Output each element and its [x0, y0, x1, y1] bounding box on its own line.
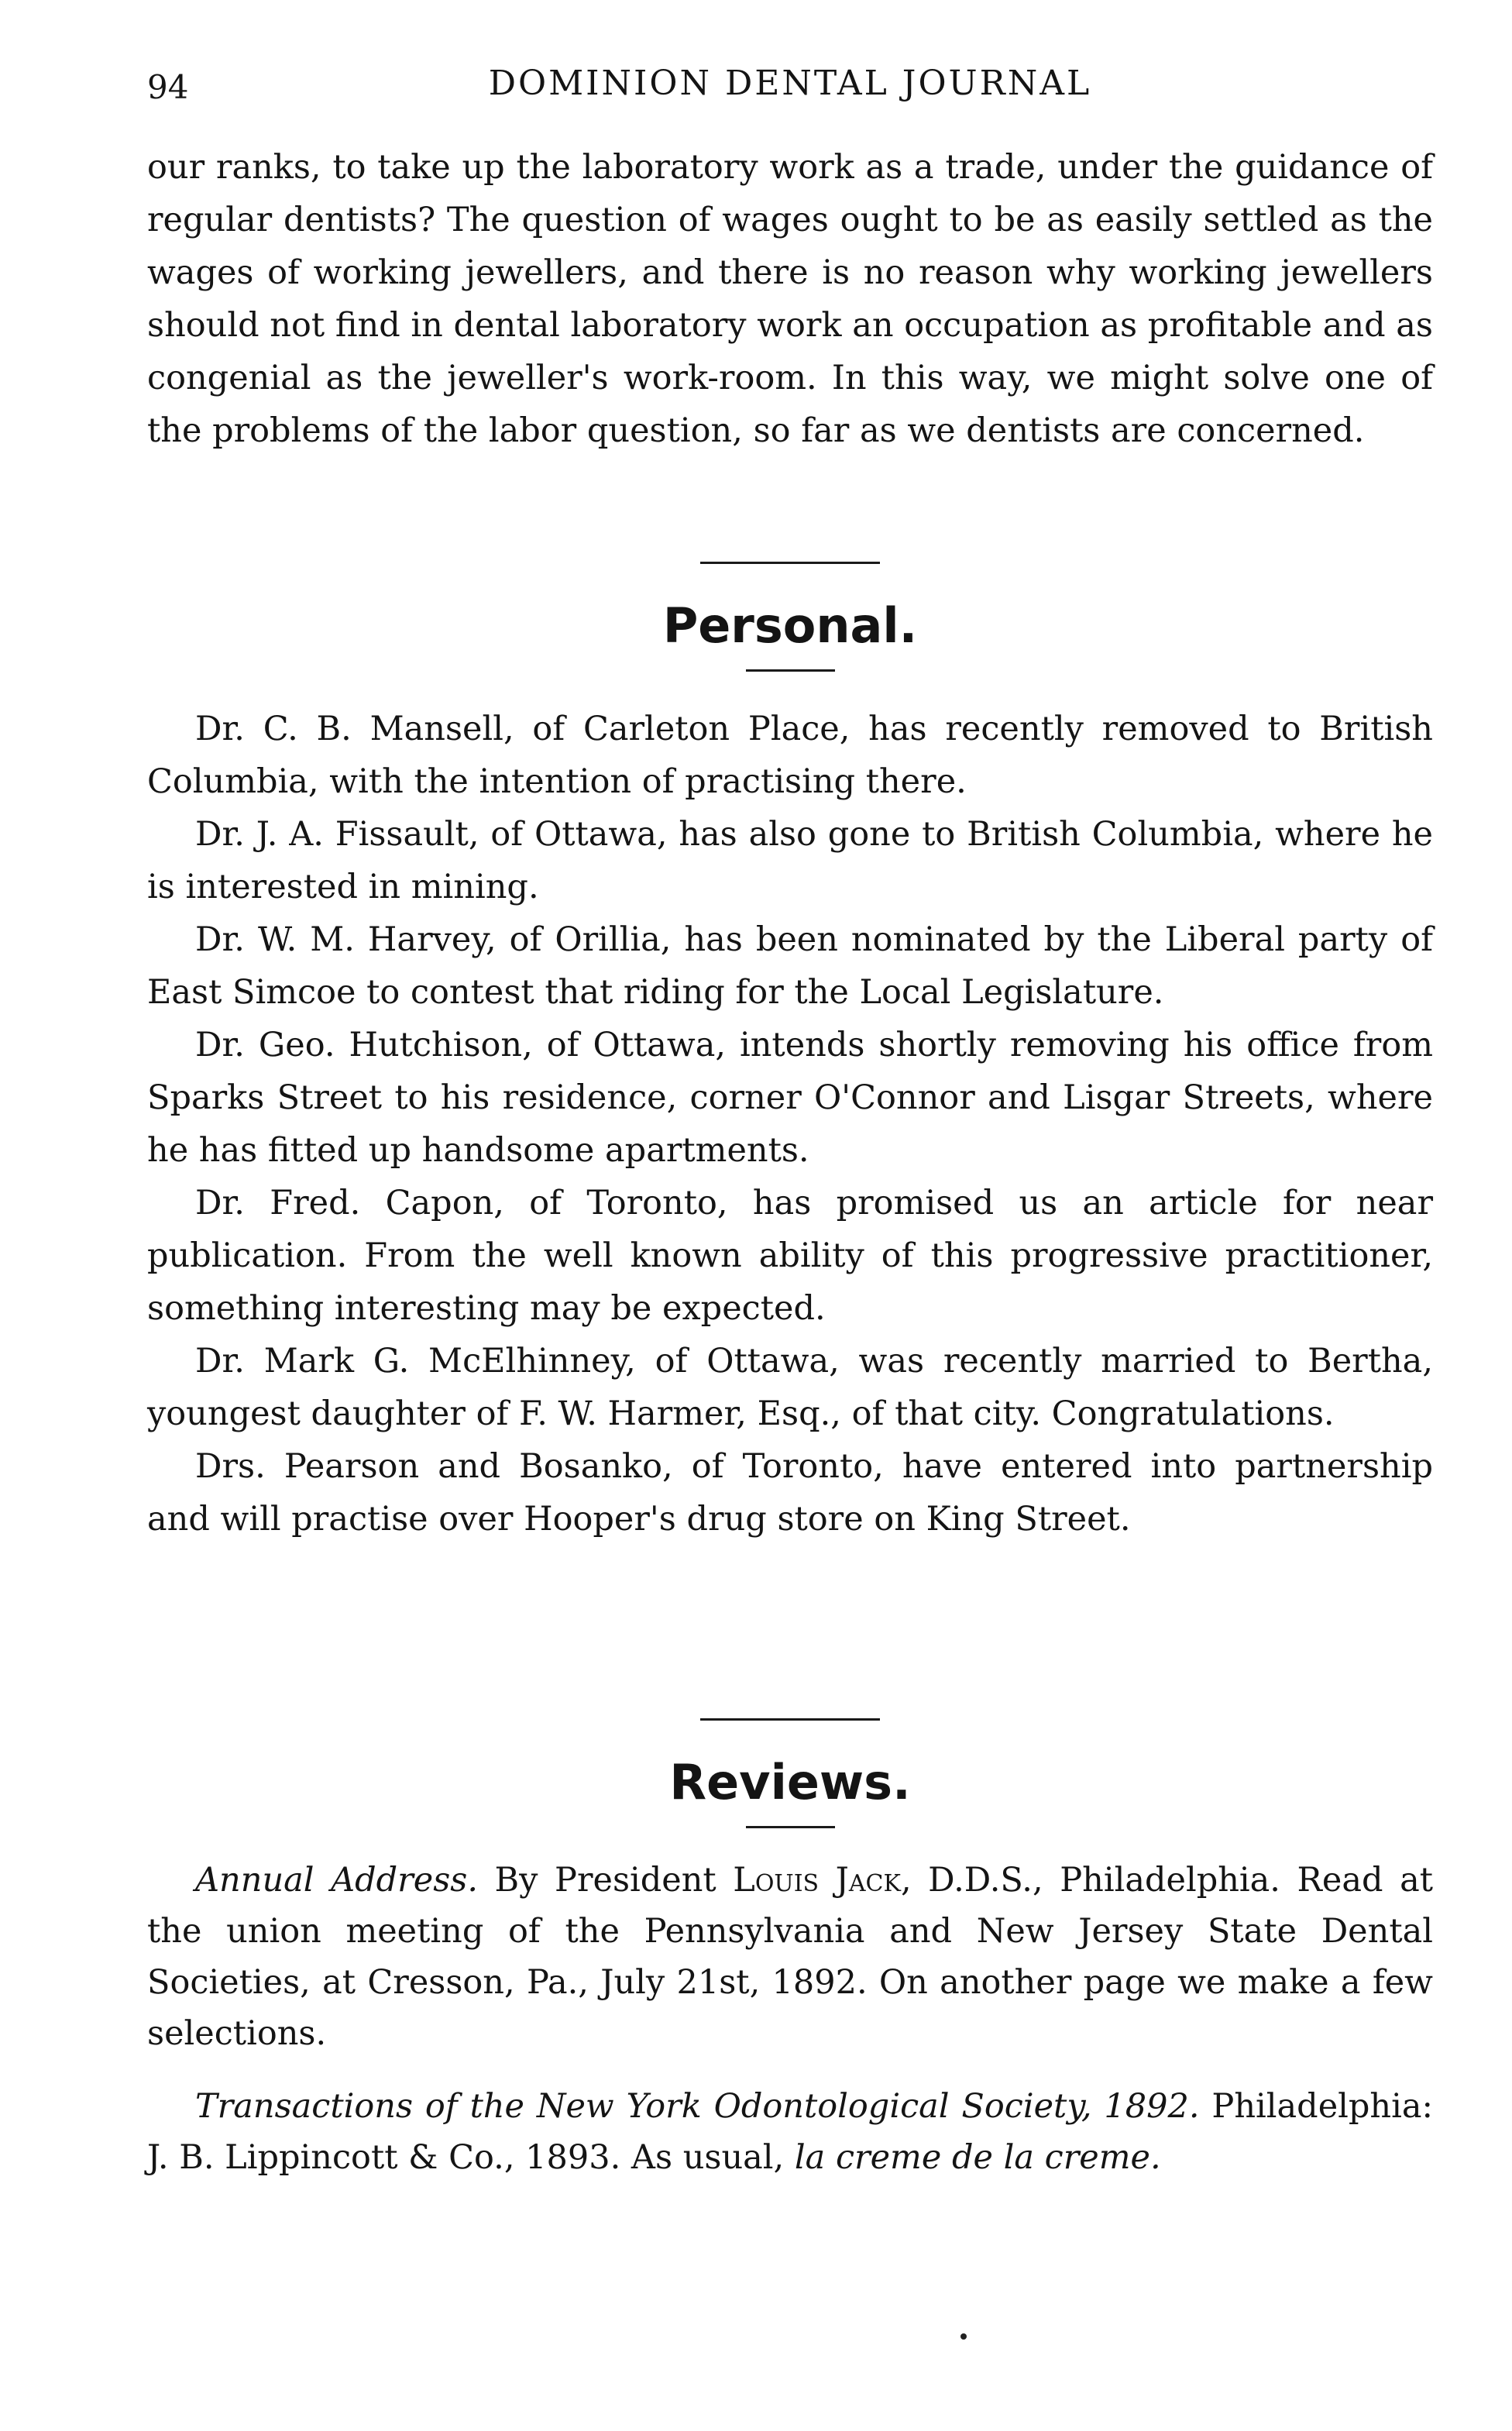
section-divider-top: [700, 1718, 880, 1721]
review-transactions: [147, 2081, 1433, 2183]
review-author: Louis Jack: [733, 1861, 901, 1900]
section-divider-top: [700, 562, 880, 564]
reviews-heading: Reviews.: [669, 1754, 911, 1810]
personal-section: [147, 562, 1433, 1546]
page: [147, 54, 1434, 2177]
reviews-section: [147, 1718, 1433, 2183]
review-closing-phrase: la creme de la creme.: [794, 2138, 1161, 2177]
personal-item: Dr. Fred. Capon, of Toronto, has promised us an article for near publication. From the well known ability of this progressive practitioner, something interesting may be expected.: [147, 1184, 1433, 1328]
personal-item: Drs. Pearson and Bosanko, of Toronto, have entered into partnership and will practise over Hooper's drug store on King Street.: [147, 1447, 1433, 1539]
stray-ink-mark: [960, 2333, 967, 2340]
section-divider-bottom: [746, 1826, 835, 1828]
continuation-section: [147, 141, 1433, 457]
continuation-paragraph: our ranks, to take up the laboratory work as a trade, under the guidance of regular dentists? The question of wages ought to be as easily settled as the wages of working jewellers, and there is no reason why working jewellers should not find in dental laboratory work an occupation as profitable and as congenial as the jeweller's work-room. In this way, we might solve one of the problems of the labor question, so far as we dentists are concerned.: [147, 148, 1433, 450]
personal-item: Dr. Mark G. McElhinney, of Ottawa, was recently married to Bertha, youngest daughter of F. W. Harmer, Esq., of that city. Congratulations.: [147, 1342, 1433, 1433]
review-text: Philadelphia: J. B. Lippincott & Co., 1893. As usual,: [147, 2087, 1434, 2177]
personal-item: Dr. W. M. Harvey, of Orillia, has been nominated by the Liberal party of East Simcoe to contest that riding for the Local Legislature.: [147, 920, 1433, 1012]
review-text: By President: [478, 1861, 734, 1900]
review-text: , D.D.S., Philadelphia. Read at the union meeting of the Pennsylvania and New Jersey State Dental Societies, at Cresson, Pa., July 21st, 1892. On another page we make a few selections.: [147, 1861, 1433, 2053]
personal-item: Dr. Geo. Hutchison, of Ottawa, intends shortly removing his office from Sparks Street to his residence, corner O'Connor and Lisgar Streets, where he has fitted up handsome apartments.: [147, 1026, 1433, 1170]
running-head: [147, 54, 1433, 116]
review-annual-address: [147, 1855, 1433, 2059]
section-divider-bottom: [746, 669, 835, 672]
page-number: 94: [147, 68, 189, 106]
review-title: Transactions of the New York Odontological Society, 1892.: [195, 2087, 1200, 2126]
personal-item: Dr. J. A. Fissault, of Ottawa, has also gone to British Columbia, where he is interested in mining.: [147, 815, 1433, 906]
personal-item: Dr. C. B. Mansell, of Carleton Place, has recently removed to British Columbia, with the intention of practising there.: [147, 710, 1433, 801]
journal-title: DOMINION DENTAL JOURNAL: [488, 64, 1092, 103]
personal-heading: Personal.: [662, 597, 918, 654]
review-title: Annual Address.: [195, 1861, 478, 1900]
